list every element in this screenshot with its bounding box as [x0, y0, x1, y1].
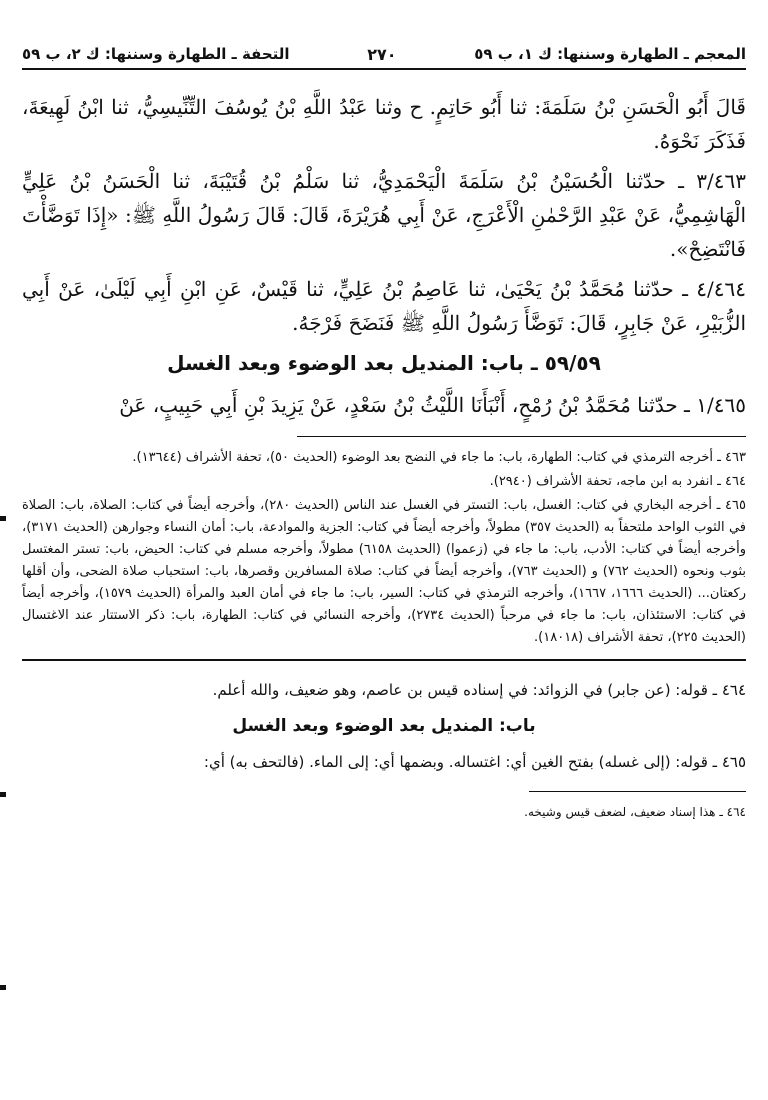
hadith-paragraph: ٣/٤٦٣ ـ حدّثنا الْحُسَيْنُ بْنُ سَلَمَةَ الْيَحْمَدِيُّ، ثنا سَلْمُ بْنُ قُتَيْبَةَ، ثنا الْحَسَنُ بْنُ عَلِيٍّ الْهَاشِمِيُّ، عَنْ عَبْدِ الرَّحْمٰنِ الْأَعْرَجِ، عَنْ أَبِي هُرَيْرَةَ، قَالَ: قَالَ رَسُولُ اللَّهِ ﷺ: «إِذَا تَوَضَّأْتَ فَانْتَضِحْ».: [22, 169, 746, 261]
hadith-text: [22, 90, 746, 422]
commentary-paragraph: ٤٦٤ ـ قوله: (عن جابر) في الزوائد: في إسناده قيس بن عاصم، وهو ضعيف، والله أعلم.: [212, 681, 746, 699]
footnote-rule: [297, 436, 746, 437]
chapter-heading: ٥٩/٥٩ ـ باب: المنديل بعد الوضوء وبعد الغسل: [167, 351, 601, 375]
commentary-footnote: ٤٦٤ ـ هذا إسناد ضعيف، لضعف قيس وشيخه.: [524, 805, 746, 819]
commentary-paragraph: ٤٦٥ ـ قوله: (إلى غسله) بفتح الغين أي: اغتساله. وبضمها أي: إلى الماء. (فالتحف به) أي:: [203, 753, 746, 771]
page-number: ٢٧٠: [367, 44, 397, 64]
scan-margin-mark: [0, 792, 6, 797]
book-page: [22, 40, 746, 1080]
commentary: [22, 675, 746, 777]
footnote: ٤٦٤ ـ انفرد به ابن ماجه، تحفة الأشراف (٢٩٤٠).: [489, 474, 746, 489]
hadith-paragraph: قَالَ أَبُو الْحَسَنِ بْنُ سَلَمَةَ: ثنا أَبُو حَاتِمٍ. ح وثنا عَبْدُ اللَّهِ بْنُ يُوسُفَ التِّنِّيسِيُّ، ثنا ابْنُ لَهِيعَةَ، فَذَكَرَ نَحْوَهُ.: [22, 95, 746, 153]
hadith-paragraph: ٤/٤٦٤ ـ حدّثنا مُحَمَّدُ بْنُ يَحْيَىٰ، ثنا عَاصِمُ بْنُ عَلِيٍّ، ثنا قَيْسٌ، عَنِ ابْنِ أَبِي لَيْلَىٰ، عَنْ أَبِي الزُّبَيْرِ، عَنْ جَابِرٍ، قَالَ: تَوَضَّأَ رَسُولُ اللَّهِ ﷺ فَنَضَحَ فَرْجَهُ.: [22, 277, 746, 335]
footnote: ٤٦٥ ـ أخرجه البخاري في كتاب: الغسل، باب: التستر في الغسل عند الناس (الحديث ٢٨٠)، وأخرجه أيضاً في كتاب: الصلاة، باب: الصلاة في الثوب الواحد ملتحفاً به (الحديث ٣٥٧) مطولاً، وأخرجه أيضاً في كتاب: الجزية والموادعة، باب: أمان النساء وجوارهن (الحديث ٣١٧١)، وأخرجه أيضاً في كتاب: الأدب، باب: ما جاء في (زعموا) (الحديث ٦١٥٨) مطولاً، وأخرجه مسلم في كتاب: الحيض، باب: تستر المغتسل بثوب ونحوه (الحديث ٧٦٢) و (الحديث ٧٦٣)، وأخرجه أيضاً في كتاب: صلاة المسافرين وقصرها، باب: استحباب صلاة الضحى، وأن أقلها ركعتان... (الحديث ١٦٦٦، ١٦٦٧)، وأخرجه الترمذي في كتاب: السير، باب: ما جاء في أمان العبد والمرأة (الحديث ١٥٧٩)، وأخرجه أيضاً في كتاب: الاستئذان، باب: ما جاء في مرحباً (الحديث ٢٧٣٤)، وأخرجه النسائي في كتاب: الطهارة، باب: ذكر الاستتار عند الاغتسال (الحديث ٢٢٥)، تحفة الأشراف (١٨٠١٨).: [22, 498, 747, 645]
scan-margin-mark: [0, 516, 6, 521]
footnote: ٤٦٣ ـ أخرجه الترمذي في كتاب: الطهارة، باب: ما جاء في النضح بعد الوضوء (الحديث ٥٠)، تحفة الأشراف (١٣٦٤٤).: [132, 450, 746, 465]
running-header: [22, 40, 746, 70]
scan-margin-mark: [0, 985, 6, 990]
commentary-footnote-rule: [529, 791, 746, 792]
header-left-ref: التحفة ـ الطهارة وسننها: ك ٢، ب ٥٩: [22, 45, 290, 63]
footnotes: [22, 447, 746, 649]
commentary-divider: [22, 659, 746, 661]
header-right-ref: المعجم ـ الطهارة وسننها: ك ١، ب ٥٩: [474, 45, 746, 63]
commentary-chapter-heading: باب: المنديل بعد الوضوء وبعد الغسل: [232, 716, 536, 736]
hadith-paragraph: ١/٤٦٥ ـ حدّثنا مُحَمَّدُ بْنُ رُمْحٍ، أَنْبَأَنَا اللَّيْثُ بْنُ سَعْدٍ، عَنْ يَزِيدَ بْنِ أَبِي حَبِيبٍ، عَنْ: [119, 393, 746, 417]
